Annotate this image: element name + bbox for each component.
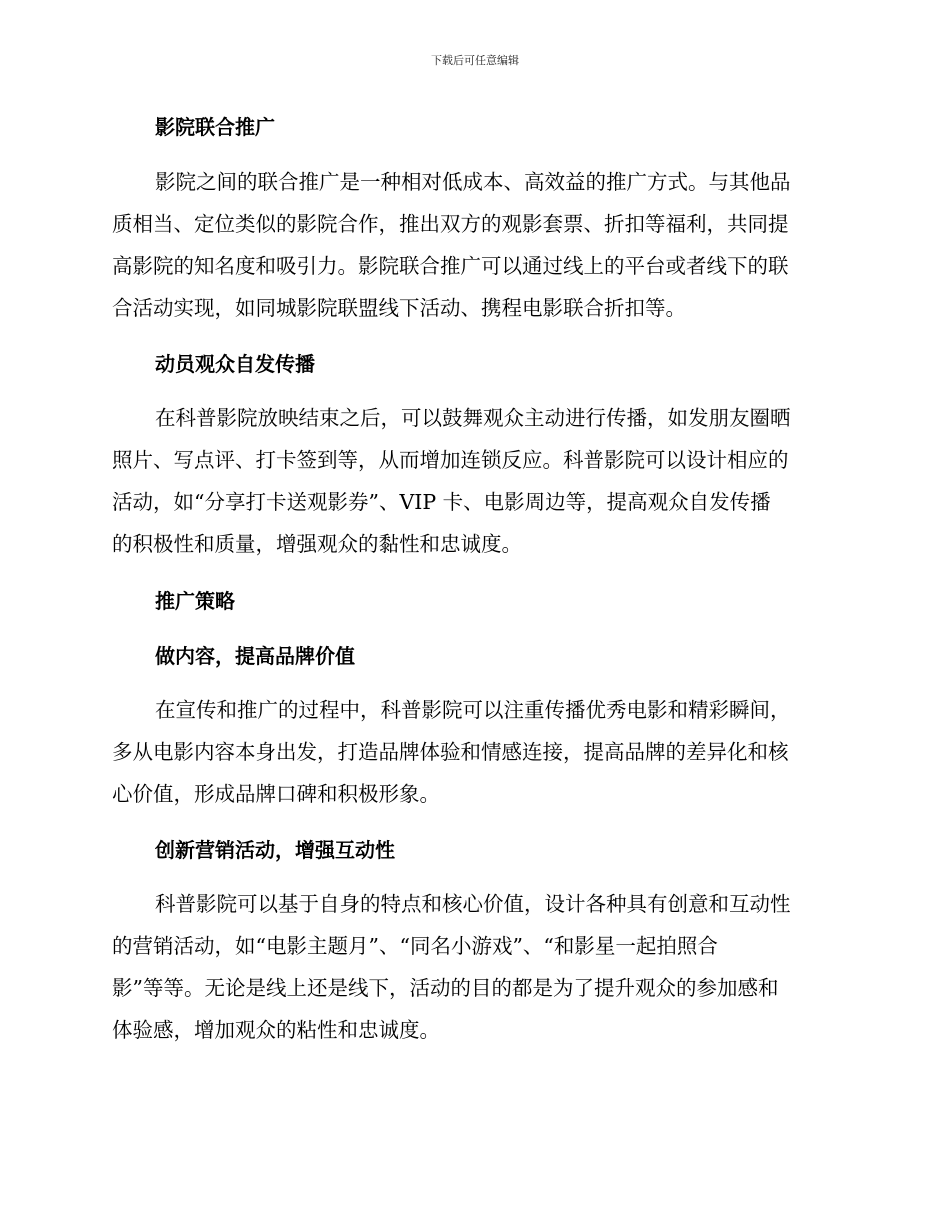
paragraph-line: 心价值，形成品牌口碑和积极形象。	[112, 782, 440, 806]
section-heading: 创新营销活动，增强互动性	[155, 838, 395, 862]
paragraph-line: 在宣传和推广的过程中，科普影院可以注重传播优秀电影和精彩瞬间，	[155, 698, 791, 722]
paragraph-line: 的营销活动，如“电影主题月”、“同名小游戏”、“和影星一起拍照合	[112, 934, 718, 958]
paragraph-line: 多从电影内容本身出发，打造品牌体验和情感连接，提高品牌的差异化和核	[112, 740, 789, 764]
section-paragraph	[112, 689, 832, 815]
paragraph-line: 的积极性和质量，增强观众的黏性和忠诚度。	[112, 532, 522, 556]
section-heading: 影院联合推广	[155, 115, 275, 139]
section-paragraph	[112, 883, 832, 1051]
section-paragraph	[112, 161, 832, 329]
paragraph-line: 活动，如“分享打卡送观影券”、VIP 卡、电影周边等，提高观众自发传播	[112, 490, 771, 514]
paragraph-line: 高影院的知名度和吸引力。影院联合推广可以通过线上的平台或者线下的联	[112, 254, 789, 278]
paragraph-line: 合活动实现，如同城影院联盟线下活动、携程电影联合折扣等。	[112, 296, 686, 320]
header-note: 下载后可任意编辑	[431, 54, 519, 67]
section-heading: 动员观众自发传播	[155, 352, 315, 376]
paragraph-line: 质相当、定位类似的影院合作，推出双方的观影套票、折扣等福利，共同提	[112, 212, 789, 236]
section-heading: 做内容，提高品牌价值	[155, 644, 355, 668]
section-heading: 推广策略	[155, 589, 235, 613]
paragraph-line: 照片、写点评、打卡签到等，从而增加连锁反应。科普影院可以设计相应的	[112, 448, 789, 472]
paragraph-line: 影”等等。无论是线上还是线下，活动的目的都是为了提升观众的参加感和	[112, 976, 779, 1000]
paragraph-line: 在科普影院放映结束之后，可以鼓舞观众主动进行传播，如发朋友圈晒	[155, 406, 791, 430]
section-paragraph	[112, 397, 832, 565]
paragraph-line: 科普影院可以基于自身的特点和核心价值，设计各种具有创意和互动性	[155, 892, 791, 916]
paragraph-line: 体验感，增加观众的粘性和忠诚度。	[112, 1018, 440, 1042]
paragraph-line: 影院之间的联合推广是一种相对低成本、高效益的推广方式。与其他品	[155, 170, 791, 194]
